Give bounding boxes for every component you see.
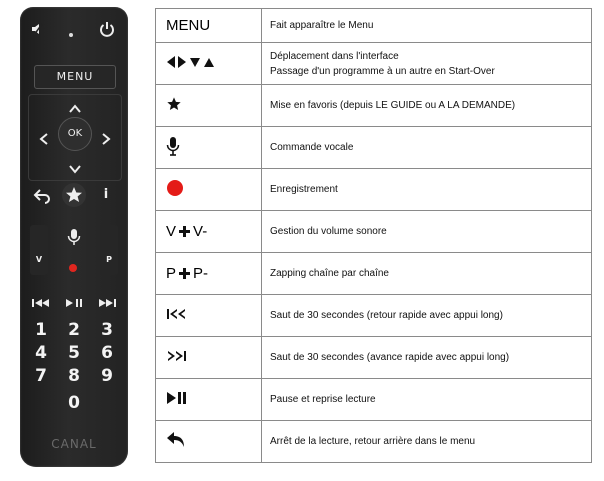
indicator-dot-icon <box>69 33 73 37</box>
digit-2-button[interactable]: 2 <box>68 320 80 340</box>
fast-forward-icon[interactable] <box>96 295 118 309</box>
description-cell <box>262 9 592 43</box>
description-text: Mise en favoris (depuis LE GUIDE ou A LA DEMANDE) <box>270 100 516 111</box>
description-cell <box>262 295 592 337</box>
back-arrow-icon <box>156 421 262 463</box>
description-text: Pause et reprise lecture <box>270 394 376 405</box>
plus-icon <box>179 268 190 279</box>
description-text-2: Passage d'un programme à un autre en Start-Over <box>270 65 495 77</box>
key-cell <box>156 253 262 295</box>
description-text: Fait apparaître le Menu <box>270 20 374 31</box>
description-cell <box>262 253 592 295</box>
back-arrow-icon[interactable] <box>32 185 54 205</box>
description-cell <box>262 379 592 421</box>
digit-3-button[interactable]: 3 <box>101 320 113 340</box>
digit-5-button[interactable]: 5 <box>68 343 80 363</box>
key-cell <box>156 9 262 43</box>
brand-logo: CANAL <box>51 437 97 451</box>
record-button[interactable] <box>69 264 77 272</box>
info-button[interactable]: i <box>103 187 109 202</box>
description-cell <box>262 337 592 379</box>
rewind-icon <box>156 295 262 337</box>
digit-6-button[interactable]: 6 <box>101 343 113 363</box>
table-row <box>156 85 592 127</box>
digit-8-button[interactable]: 8 <box>68 366 80 386</box>
ok-button[interactable]: OK <box>58 117 92 151</box>
chevron-up-icon[interactable] <box>68 101 82 115</box>
microphone-icon[interactable] <box>64 227 84 247</box>
program-rocker[interactable] <box>100 225 118 275</box>
description-text: Saut de 30 secondes (avance rapide avec appui long) <box>270 352 510 363</box>
table-row <box>156 253 592 295</box>
table-row <box>156 43 592 85</box>
fast-forward-icon <box>156 337 262 379</box>
rewind-icon[interactable] <box>30 295 52 309</box>
table-row <box>156 379 592 421</box>
description-text: Zapping chaîne par chaîne <box>270 268 389 279</box>
program-key-label: P <box>166 265 177 282</box>
volume-rocker[interactable] <box>30 225 48 275</box>
description-text: Saut de 30 secondes (retour rapide avec appui long) <box>270 310 503 321</box>
menu-key-label: MENU <box>166 17 211 34</box>
plus-icon <box>179 226 190 237</box>
description-text: Enregistrement <box>270 184 338 195</box>
digit-1-button[interactable]: 1 <box>35 320 47 340</box>
volume-key-label: V <box>166 223 177 240</box>
record-dot-icon <box>156 169 262 211</box>
chevron-down-icon[interactable] <box>68 161 82 175</box>
digit-4-button[interactable]: 4 <box>35 343 47 363</box>
chevron-right-icon[interactable] <box>99 131 113 145</box>
digit-0-button[interactable]: 0 <box>68 393 80 413</box>
menu-button[interactable]: MENU <box>34 65 116 89</box>
microphone-icon <box>156 127 262 169</box>
power-icon[interactable] <box>98 20 116 38</box>
description-cell <box>262 211 592 253</box>
mute-icon[interactable] <box>30 21 46 37</box>
table-row <box>156 421 592 463</box>
arrows-icon <box>156 43 262 85</box>
play-pause-icon <box>156 379 262 421</box>
play-pause-icon[interactable] <box>63 295 85 309</box>
description-cell <box>262 169 592 211</box>
key-cell <box>156 211 262 253</box>
program-label: P <box>106 255 112 264</box>
table-row <box>156 295 592 337</box>
table-row <box>156 9 592 43</box>
star-icon <box>156 85 262 127</box>
table-row <box>156 127 592 169</box>
description-text: Gestion du volume sonore <box>270 226 387 237</box>
remote-control <box>20 7 128 467</box>
table-row <box>156 337 592 379</box>
description-text: Arrêt de la lecture, retour arrière dans le menu <box>270 436 476 447</box>
description-text: Commande vocale <box>270 142 354 153</box>
description-text: Déplacement dans l'interface <box>270 50 399 62</box>
description-cell <box>262 421 592 463</box>
table-row <box>156 211 592 253</box>
button-legend-table <box>155 8 592 463</box>
table-row <box>156 169 592 211</box>
description-cell <box>262 127 592 169</box>
volume-label: V <box>35 255 43 264</box>
digit-9-button[interactable]: 9 <box>101 366 113 386</box>
description-cell <box>262 85 592 127</box>
digit-7-button[interactable]: 7 <box>35 366 47 386</box>
favorite-star-button[interactable] <box>62 183 86 207</box>
volume-down-label: V- <box>193 223 208 240</box>
chevron-left-icon[interactable] <box>37 131 51 145</box>
description-cell <box>262 43 592 85</box>
program-down-label: P- <box>193 265 209 282</box>
